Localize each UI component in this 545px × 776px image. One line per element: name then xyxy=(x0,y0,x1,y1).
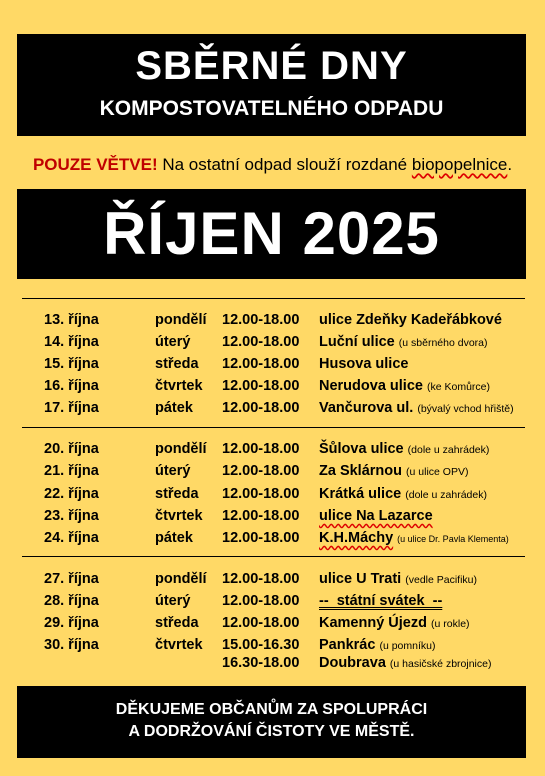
row-place xyxy=(319,355,408,373)
place-name: K.H.Máchy xyxy=(319,530,394,546)
row-place xyxy=(319,440,489,459)
place-name: Šůlova ulice xyxy=(319,441,404,457)
week-divider xyxy=(22,556,525,557)
schedule-row xyxy=(0,636,545,654)
row-day: středa xyxy=(155,356,199,372)
row-time: 12.00-18.00 xyxy=(222,508,300,524)
row-time: 12.00-18.00 xyxy=(222,378,300,394)
row-time: 12.00-18.00 xyxy=(222,334,300,350)
place-name: Pankrác xyxy=(319,637,376,653)
row-time: 16.30-18.00 xyxy=(222,655,300,671)
month-title: ŘÍJEN 2025 xyxy=(103,200,440,267)
row-place xyxy=(319,377,490,396)
row-date: 30. října xyxy=(44,637,99,653)
schedule-row xyxy=(0,440,545,458)
row-place xyxy=(319,529,509,548)
schedule-row xyxy=(0,570,545,588)
row-time: 15.00-16.30 xyxy=(222,637,300,653)
week-divider xyxy=(22,427,525,428)
row-time: 12.00-18.00 xyxy=(222,615,300,631)
row-date: 29. října xyxy=(44,615,99,631)
row-place xyxy=(319,311,502,329)
place-name: ulice Zdeňky Kadeřábkové xyxy=(319,312,502,328)
schedule-row xyxy=(0,485,545,503)
row-date: 17. října xyxy=(44,400,99,416)
row-date: 21. října xyxy=(44,463,99,479)
row-day: pondělí xyxy=(155,312,207,328)
row-place xyxy=(319,592,442,610)
row-date: 22. října xyxy=(44,486,99,502)
week-divider xyxy=(22,298,525,299)
place-note: (bývalý vchod hřiště) xyxy=(417,403,514,415)
schedule-row xyxy=(0,333,545,351)
notice-text-link: biopopelnice xyxy=(411,155,508,174)
row-place xyxy=(319,399,514,418)
row-date: 20. října xyxy=(44,441,99,457)
place-note: (u ulice Dr. Pavla Klementa) xyxy=(397,534,509,544)
row-day: úterý xyxy=(155,593,191,609)
row-day: čtvrtek xyxy=(155,378,203,394)
schedule-row xyxy=(0,614,545,632)
row-place xyxy=(319,462,468,481)
row-day: pátek xyxy=(155,530,193,546)
row-date: 27. října xyxy=(44,571,99,587)
footer-line-2: A DODRŽOVÁNÍ ČISTOTY VE MĚSTĚ. xyxy=(128,723,415,740)
place-name: -- státní svátek -- xyxy=(319,593,443,609)
place-note: (u ulice OPV) xyxy=(406,466,469,478)
place-note: (u rokle) xyxy=(431,618,470,630)
place-name: Kamenný Újezd xyxy=(319,615,427,631)
place-name: Vančurova ul. xyxy=(319,400,414,416)
row-day: středa xyxy=(155,615,199,631)
row-time: 12.00-18.00 xyxy=(222,530,300,546)
row-date: 28. října xyxy=(44,593,99,609)
footer-banner xyxy=(17,686,526,758)
footer-line-1: DĚKUJEME OBČANŮM ZA SPOLUPRÁCI xyxy=(115,701,428,718)
place-name: Luční ulice xyxy=(319,334,395,350)
row-day: úterý xyxy=(155,334,191,350)
row-date: 24. října xyxy=(44,530,99,546)
row-day: čtvrtek xyxy=(155,508,203,524)
row-place xyxy=(319,333,488,352)
schedule-row xyxy=(0,377,545,395)
row-place xyxy=(319,654,491,673)
notice-line xyxy=(0,155,545,175)
row-place xyxy=(319,636,436,655)
row-place xyxy=(319,507,433,525)
row-place xyxy=(319,570,477,589)
schedule-row xyxy=(0,399,545,417)
row-place xyxy=(319,485,487,504)
place-name: Za Sklárnou xyxy=(319,463,402,479)
place-name: Doubrava xyxy=(319,655,386,671)
row-day: středa xyxy=(155,486,199,502)
notice-highlight: POUZE VĚTVE! xyxy=(32,155,158,174)
schedule-row xyxy=(0,592,545,610)
row-day: pondělí xyxy=(155,571,207,587)
place-note: (vedle Pacifiku) xyxy=(405,574,478,586)
place-name: Nerudova ulice xyxy=(319,378,423,394)
schedule-row xyxy=(0,355,545,373)
place-name: Husova ulice xyxy=(319,356,409,372)
row-day: pátek xyxy=(155,400,193,416)
place-note: (dole u zahrádek) xyxy=(407,444,490,456)
row-place xyxy=(319,614,470,633)
schedule-row xyxy=(0,311,545,329)
row-day: úterý xyxy=(155,463,191,479)
notice-text-after: . xyxy=(507,155,513,174)
schedule-row xyxy=(0,654,545,672)
row-time: 12.00-18.00 xyxy=(222,463,300,479)
row-day: pondělí xyxy=(155,441,207,457)
row-time: 12.00-18.00 xyxy=(222,356,300,372)
page-subtitle: KOMPOSTOVATELNÉHO ODPADU xyxy=(99,97,444,120)
row-time: 12.00-18.00 xyxy=(222,593,300,609)
row-time: 12.00-18.00 xyxy=(222,441,300,457)
row-day: čtvrtek xyxy=(155,637,203,653)
title-banner xyxy=(17,34,526,136)
place-note: (u sběrného dvora) xyxy=(398,337,488,349)
place-note: (dole u zahrádek) xyxy=(405,489,487,501)
row-date: 15. října xyxy=(44,356,99,372)
row-time: 12.00-18.00 xyxy=(222,486,300,502)
month-banner xyxy=(17,189,526,279)
schedule-row xyxy=(0,507,545,525)
place-note: (u pomníku) xyxy=(379,640,436,652)
row-date: 23. října xyxy=(44,508,99,524)
row-time: 12.00-18.00 xyxy=(222,571,300,587)
row-date: 16. října xyxy=(44,378,99,394)
schedule-row xyxy=(0,462,545,480)
place-name: Krátká ulice xyxy=(319,486,402,502)
place-name: ulice U Trati xyxy=(319,571,402,587)
row-time: 12.00-18.00 xyxy=(222,400,300,416)
place-note: (ke Komůrce) xyxy=(426,381,490,393)
place-name: ulice Na Lazarce xyxy=(319,508,433,524)
row-time: 12.00-18.00 xyxy=(222,312,300,328)
schedule-row xyxy=(0,529,545,547)
row-date: 13. října xyxy=(44,312,99,328)
place-note: (u hasičské zbrojnice) xyxy=(389,658,492,670)
row-date: 14. října xyxy=(44,334,99,350)
notice-text-before: Na ostatní odpad slouží rozdané xyxy=(157,155,412,174)
page-title: SBĚRNÉ DNY xyxy=(135,44,408,88)
